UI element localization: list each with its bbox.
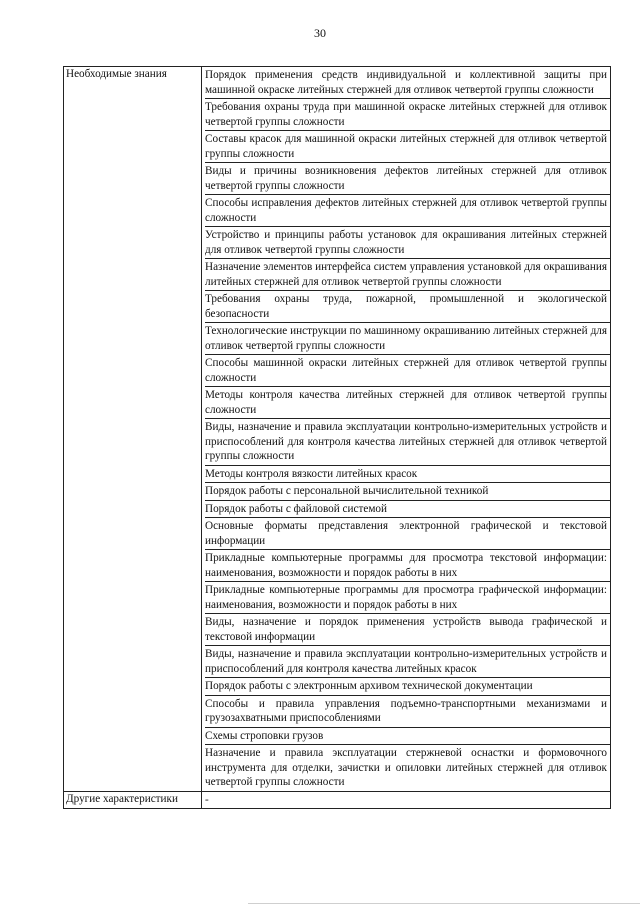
knowledge-item: Устройство и принципы работы установок для окрашивания литейных стержней для отливок четвертой группы сложности — [205, 227, 610, 259]
knowledge-item: Способы машинной окраски литейных стержней для отливок четвертой группы сложности — [205, 355, 610, 387]
knowledge-item: Составы красок для машинной окраски литейных стержней для отливок четвертой группы сложности — [205, 131, 610, 163]
table-row-knowledge — [64, 67, 611, 792]
knowledge-item: Способы исправления дефектов литейных стержней для отливок четвертой группы сложности — [205, 195, 610, 227]
knowledge-item: Назначение элементов интерфейса систем управления установкой для окрашивания литейных стержней для отливок четвертой группы сложности — [205, 259, 610, 291]
page-number: 30 — [314, 26, 326, 40]
knowledge-item: Виды, назначение и правила эксплуатации контрольно-измерительных устройств и приспособлений для контроля качества литейных стержней для отливок четвертой группы сложности — [205, 419, 610, 466]
knowledge-item: Виды, назначение и правила эксплуатации контрольно-измерительных устройств и приспособлений для контроля качества литейных красок — [205, 646, 610, 678]
knowledge-item: Технологические инструкции по машинному окрашиванию литейных стержней для отливок четвертой группы сложности — [205, 323, 610, 355]
knowledge-item: Методы контроля вязкости литейных красок — [205, 466, 610, 484]
knowledge-item: Требования охраны труда, пожарной, промышленной и экологической безопасности — [205, 291, 610, 323]
knowledge-item: Основные форматы представления электронной графической и текстовой информации — [205, 518, 610, 550]
knowledge-item: Виды и причины возникновения дефектов литейных стержней для отливок четвертой группы сложности — [205, 163, 610, 195]
row-label-other: Другие характеристики — [64, 791, 202, 809]
knowledge-item: Порядок применения средств индивидуальной и коллективной защиты при машинной окраске литейных стержней для отливок четвертой группы сложности — [205, 67, 610, 99]
knowledge-item: Схемы строповки грузов — [205, 728, 610, 746]
other-item: - — [205, 793, 209, 806]
knowledge-item: Способы и правила управления подъемно-транспортными механизмами и грузозахватными приспособлениями — [205, 696, 610, 728]
table-row-other — [64, 791, 611, 809]
knowledge-item: Прикладные компьютерные программы для просмотра графической информации: наименования, возможности и порядок работы в них — [205, 582, 610, 614]
requirements-table — [63, 66, 611, 809]
knowledge-item: Порядок работы с файловой системой — [205, 501, 610, 519]
row-label-knowledge: Необходимые знания — [64, 67, 202, 792]
knowledge-item: Прикладные компьютерные программы для просмотра текстовой информации: наименования, возможности и порядок работы в них — [205, 550, 610, 582]
knowledge-item: Виды, назначение и порядок применения устройств вывода графической и текстовой информации — [205, 614, 610, 646]
knowledge-item: Порядок работы с электронным архивом технической документации — [205, 678, 610, 696]
knowledge-item: Требования охраны труда при машинной окраске литейных стержней для отливок четвертой группы сложности — [205, 99, 610, 131]
knowledge-items-cell — [202, 67, 611, 792]
other-items-cell — [202, 791, 611, 809]
knowledge-item: Назначение и правила эксплуатации стержневой оснастки и формовочного инструмента для отделки, зачистки и опиловки литейных стержней для отливок четвертой группы сложности — [205, 747, 607, 788]
knowledge-item: Методы контроля качества литейных стержней для отливок четвертой группы сложности — [205, 387, 610, 419]
scan-edge-line — [248, 903, 640, 904]
knowledge-item: Порядок работы с персональной вычислительной техникой — [205, 483, 610, 501]
